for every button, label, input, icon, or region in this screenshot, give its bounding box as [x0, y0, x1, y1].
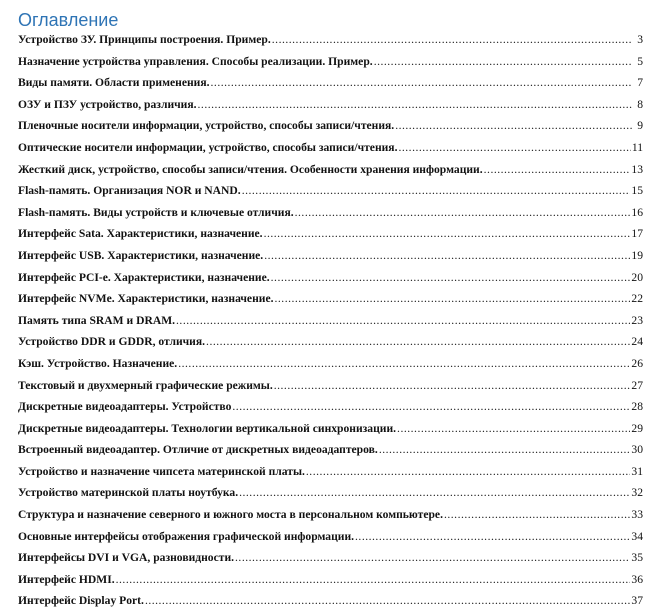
toc-leader-dots [264, 249, 630, 262]
toc-entry[interactable] [18, 400, 643, 422]
toc-leader-dots [206, 335, 630, 348]
toc-entry[interactable] [18, 227, 643, 249]
toc-page-number[interactable]: 34 [631, 529, 643, 543]
toc-entry[interactable] [18, 55, 643, 77]
toc-entry-text[interactable]: Интерфейс Sata. Характеристики, назначение. [18, 227, 263, 241]
toc-page-number[interactable]: 28 [631, 400, 643, 414]
toc-entry-text[interactable]: Устройство ЗУ. Принципы построения. Пример. [18, 33, 271, 46]
toc-entry-text[interactable]: Структура и назначение северного и южного моста в персональном компьютере. [18, 508, 443, 522]
toc-entry-text[interactable]: Пленочные носители информации, устройство, способы записи/чтения. [18, 119, 395, 133]
toc-entry[interactable] [18, 33, 643, 55]
toc-page-number[interactable]: 29 [631, 421, 643, 435]
toc-entry-text[interactable]: Жесткий диск, устройство, способы записи/чтения. Особенности хранения информации. [18, 162, 483, 176]
toc-page-number[interactable]: 13 [631, 162, 643, 176]
toc-page-number[interactable]: 30 [631, 443, 643, 457]
toc-entry-text[interactable]: Интерфейс Display Port. [18, 594, 144, 608]
table-of-contents [18, 0, 643, 616]
toc-page-number[interactable]: 20 [631, 270, 643, 284]
toc-leader-dots [271, 271, 631, 284]
toc-entry-text[interactable]: Интерфейс USB. Характеристики, назначение. [18, 248, 264, 262]
toc-page-number[interactable]: 5 [637, 54, 643, 68]
toc-page-number[interactable]: 35 [631, 551, 643, 565]
toc-entry-text[interactable]: Устройство и назначение чипсета материнской платы. [18, 464, 305, 478]
toc-leader-dots [355, 530, 630, 543]
toc-page-number[interactable]: 19 [631, 248, 643, 262]
toc-entry[interactable] [18, 551, 643, 573]
toc-page-number[interactable]: 37 [631, 594, 643, 608]
toc-entry-text[interactable]: Flash-память. Виды устройств и ключевые отличия. [18, 205, 294, 219]
toc-entry-text[interactable]: Интерфейс HDMI. [18, 572, 115, 586]
toc-entry[interactable] [18, 271, 643, 293]
toc-entry-text[interactable]: ОЗУ и ПЗУ устройство, различия. [18, 97, 197, 111]
toc-page-number[interactable]: 9 [637, 119, 643, 133]
toc-page-number[interactable]: 24 [631, 335, 643, 349]
toc-entry-text[interactable]: Назначение устройства управления. Способы реализации. Пример. [18, 54, 373, 68]
toc-page-number[interactable]: 16 [631, 205, 643, 219]
toc-page-number[interactable]: 7 [637, 76, 643, 90]
toc-list [18, 33, 643, 616]
toc-entry-text[interactable]: Устройство DDR и GDDR, отличия. [18, 335, 206, 349]
toc-leader-dots [116, 573, 631, 586]
toc-entry[interactable] [18, 76, 643, 98]
toc-page-number[interactable]: 36 [631, 572, 643, 586]
toc-leader-dots [239, 486, 630, 499]
toc-entry-text[interactable]: Встроенный видеоадаптер. Отличие от дискретных видеоадаптеров. [18, 443, 378, 457]
toc-entry[interactable] [18, 422, 643, 444]
toc-leader-dots [232, 400, 630, 413]
toc-entry-text[interactable]: Текстовый и двухмерный графические режимы. [18, 378, 273, 392]
toc-entry[interactable] [18, 163, 643, 185]
toc-leader-dots [275, 292, 631, 305]
toc-page-number[interactable]: 3 [637, 33, 643, 46]
toc-entry[interactable] [18, 443, 643, 465]
toc-leader-dots [211, 76, 632, 89]
toc-entry[interactable] [18, 314, 643, 336]
toc-entry[interactable] [18, 379, 643, 401]
toc-leader-dots [178, 357, 630, 370]
toc-page-number[interactable]: 26 [631, 356, 643, 370]
toc-page-number[interactable]: 27 [631, 378, 643, 392]
toc-entry[interactable] [18, 486, 643, 508]
toc-entry[interactable] [18, 184, 643, 206]
toc-entry[interactable] [18, 335, 643, 357]
toc-page-number[interactable]: 31 [631, 464, 643, 478]
toc-entry-text[interactable]: Дискретные видеоадаптеры. Устройство [18, 400, 232, 414]
toc-entry[interactable] [18, 292, 643, 314]
toc-entry[interactable] [18, 119, 643, 141]
toc-entry[interactable] [18, 573, 643, 595]
toc-leader-dots [272, 33, 632, 46]
toc-leader-dots [145, 594, 630, 607]
toc-page-number[interactable]: 8 [637, 97, 643, 111]
toc-entry[interactable] [18, 530, 643, 552]
toc-entry-text[interactable]: Виды памяти. Области применения. [18, 76, 210, 90]
toc-page-number[interactable]: 23 [631, 313, 643, 327]
toc-leader-dots [374, 55, 632, 68]
toc-leader-dots [444, 508, 630, 521]
toc-leader-dots [295, 206, 631, 219]
toc-entry-text[interactable]: Интерфейс PCI-e. Характеристики, назначение. [18, 270, 270, 284]
toc-entry[interactable] [18, 141, 643, 163]
toc-leader-dots [198, 98, 632, 111]
toc-entry[interactable] [18, 98, 643, 120]
toc-entry-text[interactable]: Устройство материнской платы ноутбука. [18, 486, 239, 500]
toc-leader-dots [379, 443, 631, 456]
toc-leader-dots [398, 141, 630, 154]
toc-leader-dots [242, 184, 631, 197]
toc-leader-dots [235, 551, 630, 564]
toc-page-number[interactable]: 33 [631, 508, 643, 522]
toc-entry-text[interactable]: Интерфейс NVMe. Характеристики, назначение. [18, 292, 274, 306]
toc-page-number[interactable]: 15 [631, 184, 643, 198]
toc-entry[interactable] [18, 465, 643, 487]
toc-entry[interactable] [18, 206, 643, 228]
toc-entry-text[interactable]: Оптические носители информации, устройство, способы записи/чтения. [18, 140, 398, 154]
toc-entry[interactable] [18, 508, 643, 530]
toc-entry-text[interactable]: Flash-память. Организация NOR и NAND. [18, 184, 241, 198]
toc-entry[interactable] [18, 357, 643, 379]
toc-entry-text[interactable]: Память типа SRAM и DRAM. [18, 313, 176, 327]
toc-entry-text[interactable]: Кэш. Устройство. Назначение. [18, 356, 178, 370]
toc-leader-dots [274, 379, 631, 392]
toc-leader-dots [176, 314, 630, 327]
toc-page-number[interactable]: 32 [631, 486, 643, 500]
toc-entry[interactable] [18, 594, 643, 616]
toc-entry[interactable] [18, 249, 643, 271]
toc-page-number[interactable]: 17 [631, 227, 643, 241]
toc-entry-text[interactable]: Дискретные видеоадаптеры. Технологии вертикальной синхронизации. [18, 421, 397, 435]
toc-leader-dots [397, 422, 630, 435]
toc-page-number[interactable]: 22 [631, 292, 643, 306]
toc-title: Оглавление [18, 10, 119, 30]
toc-entry-text[interactable]: Основные интерфейсы отображения графической информации. [18, 529, 355, 543]
toc-leader-dots [306, 465, 631, 478]
toc-leader-dots [395, 119, 632, 132]
toc-page-number[interactable]: 11 [631, 140, 643, 154]
toc-leader-dots [484, 163, 631, 176]
toc-leader-dots [264, 227, 631, 240]
toc-entry-text[interactable]: Интерфейсы DVI и VGA, разновидности. [18, 551, 235, 565]
